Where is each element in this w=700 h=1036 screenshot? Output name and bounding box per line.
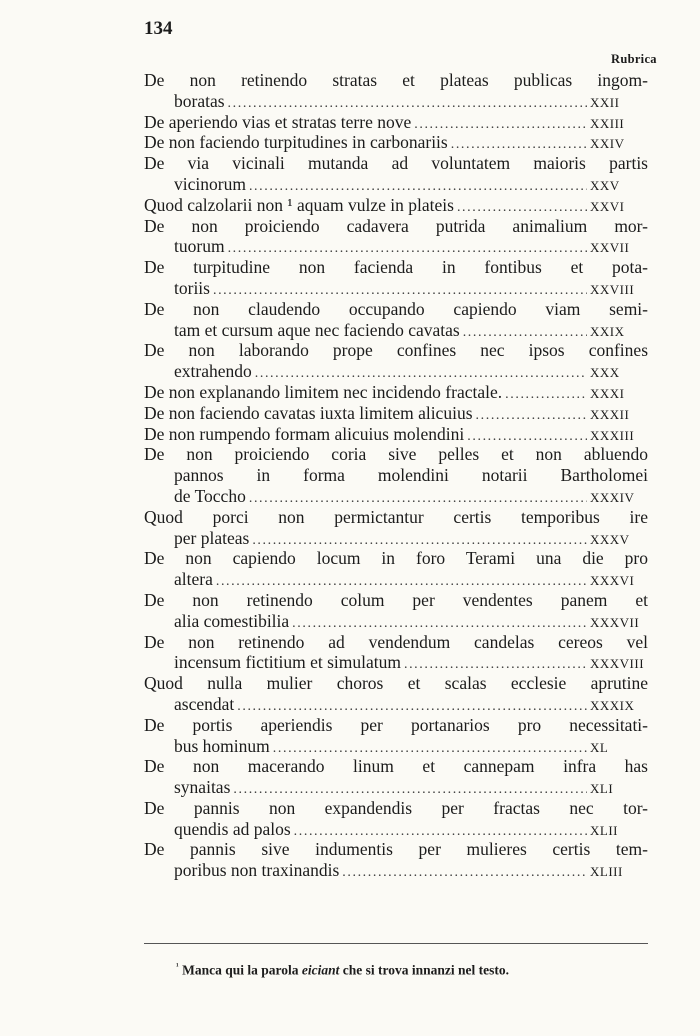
rubric-entry	[144, 590, 648, 632]
rubric-entry-text-line: De non capiendo locum in foro Terami una die pro	[144, 548, 648, 569]
rubric-entry-text-line: synaitas	[174, 777, 231, 798]
rubric-entry-text-line: alia comestibilia	[174, 610, 290, 631]
rubric-entry	[144, 403, 648, 424]
footnote-text-after: che si trova innanzi nel testo.	[342, 962, 509, 978]
dot-leader	[294, 822, 587, 840]
dot-leader	[233, 780, 587, 798]
rubric-entry	[144, 756, 648, 798]
rubric-number: XLIII	[590, 864, 623, 880]
rubric-entry-text-line: quendis ad palos	[174, 818, 291, 839]
rubric-entry-text-line: Quod nulla mulier choros et scalas ecclesie aprutine	[144, 673, 648, 694]
rubric-entry-last-line	[144, 382, 648, 403]
dot-leader	[213, 281, 587, 299]
rubric-entry-text-line: De non explanando limitem nec incidendo fractale.	[144, 381, 503, 402]
rubric-entry-last-line	[144, 361, 648, 382]
rubric-entry-text-line: De non rumpendo formam alicuius molendini	[144, 423, 465, 444]
dot-leader	[342, 863, 587, 881]
rubric-entry-text-line: per plateas	[174, 527, 250, 548]
rubric-entry-text-line: De pannis non expandendis per fractas nec tor-	[144, 797, 648, 818]
rubric-number: XXXIII	[590, 427, 635, 443]
dot-leader	[467, 427, 587, 445]
rubric-entry-text-line: bus hominum	[174, 735, 270, 756]
footnote-rule	[144, 943, 648, 944]
rubric-entry	[144, 132, 648, 153]
rubric-entry-last-line	[144, 611, 648, 632]
rubric-entry-text-line: Quod porci non permictantur certis temporibus ire	[144, 506, 648, 527]
rubric-number: XXX	[590, 365, 620, 381]
rubric-entry-text-line: toriis	[174, 277, 210, 298]
rubric-entry-last-line	[144, 819, 648, 840]
rubric-entry-text-line: De portis aperiendis per portanarios pro necessitati-	[144, 714, 648, 735]
rubric-entry-last-line	[144, 195, 648, 216]
dot-leader	[237, 697, 587, 715]
rubric-entry	[144, 340, 648, 382]
rubric-number: XLII	[590, 822, 618, 838]
rubric-entry	[144, 632, 648, 674]
rubric-entry	[144, 153, 648, 195]
dot-leader	[292, 614, 587, 632]
rubric-entry-last-line	[144, 403, 648, 424]
dot-leader	[228, 239, 587, 257]
rubric-entry-text-line: De via vicinali mutanda ad voluntatem maioris partis	[144, 153, 648, 174]
rubric-number: XXXIV	[590, 489, 635, 505]
rubric-number: XL	[590, 739, 609, 755]
rubric-entry-text-line: De non retinendo colum per vendentes panem et	[144, 589, 648, 610]
rubric-number: XLI	[590, 781, 614, 797]
rubric-number: XXIX	[590, 323, 625, 339]
rubric-entry	[144, 444, 648, 506]
rubric-entry	[144, 382, 648, 403]
rubric-entry	[144, 798, 648, 840]
rubric-entry-text-line: vicinorum	[174, 173, 246, 194]
rubric-number: XXXII	[590, 406, 630, 422]
rubric-entry	[144, 70, 648, 112]
rubric-number: XXIV	[590, 136, 625, 152]
dot-leader	[228, 94, 587, 112]
dot-leader	[216, 572, 587, 590]
rubric-entry-last-line	[144, 91, 648, 112]
rubric-entry-last-line	[144, 132, 648, 153]
rubric-entry-text-line: boratas	[174, 90, 225, 111]
rubric-entry-text-line: De non laborando prope confines nec ipsos confines	[144, 340, 648, 361]
rubric-number: XXXV	[590, 531, 630, 547]
dot-leader	[249, 177, 587, 195]
rubric-entry-text-line: incensum fictitium et simulatum	[174, 652, 401, 673]
rubric-entry-last-line	[144, 320, 648, 341]
rubric-entry-text-line: ascendat	[174, 693, 235, 714]
footnote	[176, 961, 509, 979]
rubric-entry-last-line	[144, 278, 648, 299]
rubric-entry-text-line: De non retinendo stratas et plateas publicas ingom-	[144, 70, 648, 90]
dot-leader	[414, 115, 587, 133]
rubric-entry-text-line: De non claudendo occupando capiendo viam semi-	[144, 298, 648, 319]
rubric-entry-text-line: tam et cursum aque nec faciendo cavatas	[174, 319, 460, 340]
rubric-entry-last-line	[144, 694, 648, 715]
dot-leader	[463, 323, 587, 341]
dot-leader	[505, 385, 587, 403]
rubric-column-header: Rubrica	[611, 52, 657, 66]
rubric-entry	[144, 548, 648, 590]
rubric-number: XXII	[590, 94, 620, 110]
footnote-italic-word: eiciant	[301, 962, 340, 978]
footnote-mark: ¹	[176, 961, 179, 971]
rubric-entry-last-line	[144, 652, 648, 673]
rubric-entry	[144, 257, 648, 299]
rubric-entry-text-line: tuorum	[174, 236, 225, 257]
rubric-entry-text-line: De aperiendo vias et stratas terre nove	[144, 111, 412, 132]
rubric-entry-text-line: De turpitudine non facienda in fontibus et pota-	[144, 257, 648, 278]
rubric-entry-last-line	[144, 424, 648, 445]
rubric-entry-text-line: poribus non traxinandis	[174, 860, 340, 881]
rubric-entry	[144, 195, 648, 216]
rubric-number: XXVIII	[590, 281, 635, 297]
rubric-entry-last-line	[144, 736, 648, 757]
rubric-number: XXIII	[590, 115, 625, 131]
rubric-entry-text-line: De non faciendo turpitudines in carbonariis	[144, 132, 448, 153]
rubric-entry-last-line	[144, 174, 648, 195]
rubric-entry-text-line: De non proiciendo coria sive pelles et non abluendo	[144, 444, 648, 465]
dot-leader	[249, 489, 587, 507]
rubric-entry-text-line: De non proiciendo cadavera putrida animalium mor-	[144, 215, 648, 236]
rubric-entry	[144, 839, 648, 881]
page-number: 134	[144, 18, 173, 39]
rubric-entry-text-line: Quod calzolarii non ¹ aquam vulze in plateis	[144, 194, 454, 215]
rubric-number: XXXVII	[590, 614, 640, 630]
rubric-entry-text-line: De non macerando linum et cannepam infra has	[144, 756, 648, 777]
dot-leader	[451, 135, 587, 153]
dot-leader	[404, 655, 587, 673]
rubric-number: XXXVI	[590, 573, 635, 589]
rubric-number: XXVI	[590, 198, 625, 214]
rubric-entry-last-line	[144, 486, 648, 507]
rubric-entry-text-line: pannos in forma molendini notarii Bartholomei	[174, 465, 648, 486]
rubric-entry-last-line	[144, 236, 648, 257]
rubric-entry-text-line: extrahendo	[174, 361, 252, 382]
rubric-entry	[144, 715, 648, 757]
rubric-number: XXXIX	[590, 697, 635, 713]
dot-leader	[476, 406, 587, 424]
dot-leader	[255, 364, 587, 382]
footnote-text-before: Manca qui la parola	[182, 962, 299, 978]
rubric-entry-last-line	[144, 860, 648, 881]
rubric-entry	[144, 424, 648, 445]
rubric-entry-text-line: De non faciendo cavatas iuxta limitem alicuius	[144, 402, 473, 423]
dot-leader	[252, 531, 587, 549]
rubric-entry	[144, 112, 648, 133]
rubric-entry-text-line: altera	[174, 569, 213, 590]
rubric-entry-last-line	[144, 569, 648, 590]
rubric-entry-text-line: De pannis sive indumentis per mulieres certis tem-	[144, 839, 648, 860]
rubric-entry	[144, 673, 648, 715]
rubric-table-of-contents	[144, 70, 648, 881]
rubric-entry	[144, 216, 648, 258]
dot-leader	[457, 198, 587, 216]
rubric-entry-text-line: de Toccho	[174, 485, 246, 506]
rubric-entry-last-line	[144, 528, 648, 549]
rubric-entry	[144, 299, 648, 341]
rubric-number: XXV	[590, 177, 620, 193]
rubric-entry-text-line: De non retinendo ad vendendum candelas cereos vel	[144, 631, 648, 652]
rubric-entry	[144, 507, 648, 549]
rubric-entry-last-line	[144, 112, 648, 133]
rubric-number: XXVII	[590, 240, 630, 256]
rubric-entry-last-line	[144, 777, 648, 798]
rubric-number: XXXI	[590, 385, 625, 401]
dot-leader	[273, 739, 587, 757]
rubric-number: XXXVIII	[590, 656, 645, 672]
